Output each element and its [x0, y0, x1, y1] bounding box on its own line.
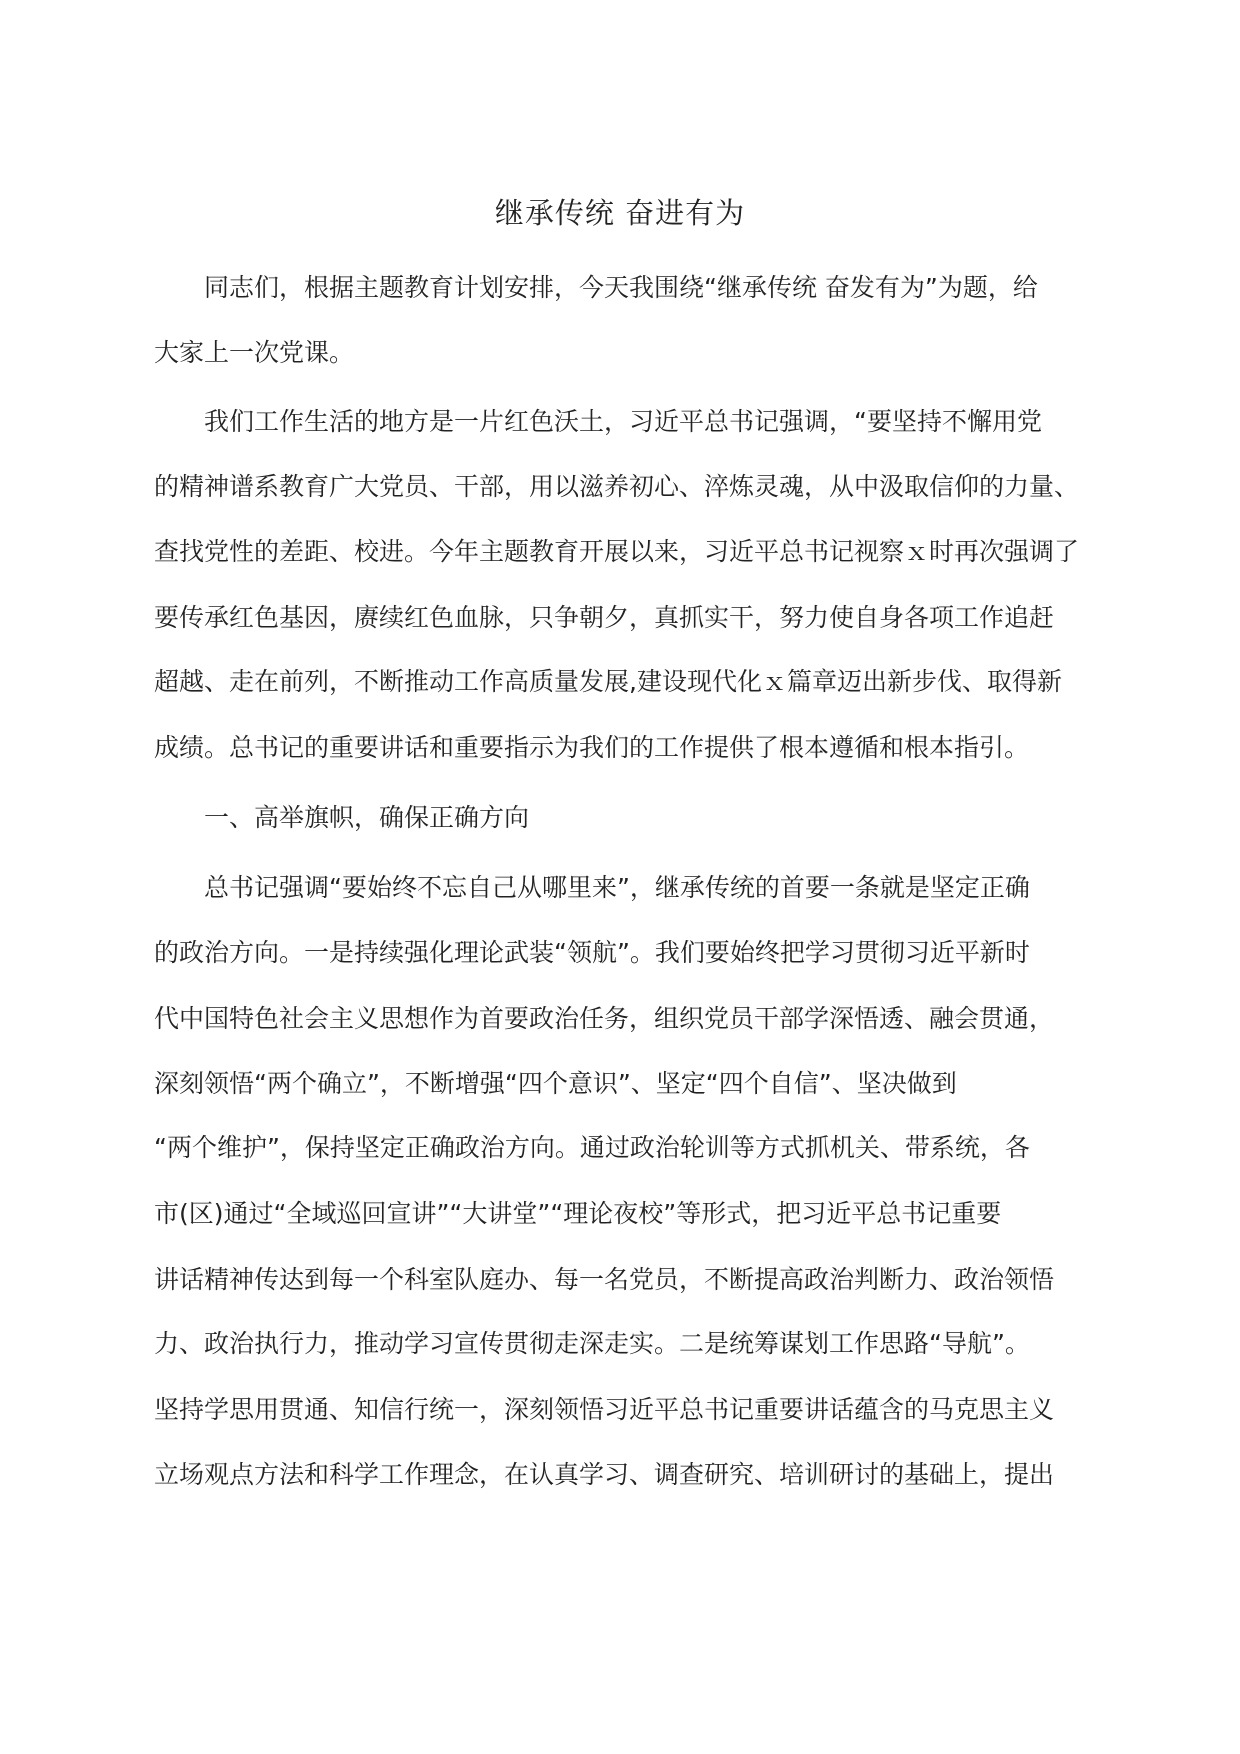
paragraph-line: 讲话精神传达到每一个科室队庭办、每一名党员，不断提高政治判断力、政治领悟 [154, 1265, 1055, 1294]
paragraph-line: 大家上一次党课。 [154, 338, 355, 367]
section-heading: 一、高举旗帜，确保正确方向 [204, 803, 530, 832]
paragraph-line: 要传承红色基因，赓续红色血脉，只争朝夕，真抓实干，努力使自身各项工作追赶 [154, 603, 1055, 632]
paragraph-line: 立场观点方法和科学工作理念，在认真学习、调查研究、培训研讨的基础上，提出 [154, 1460, 1055, 1489]
paragraph-line: 成绩。总书记的重要讲话和重要指示为我们的工作提供了根本遵循和根本指引。 [154, 733, 1030, 762]
paragraph-line: 代中国特色社会主义思想作为首要政治任务，组织党员干部学深悟透、融会贯通， [154, 1004, 1055, 1033]
paragraph-line: 超越、走在前列，不断推动工作高质量发展,建设现代化ｘ篇章迈出新步伐、取得新 [154, 667, 1062, 696]
paragraph-line: 市(区)通过“全域巡回宣讲”“大讲堂”“理论夜校”等形式，把习近平总书记重要 [154, 1199, 1002, 1228]
paragraph-line: 坚持学思用贯通、知信行统一，深刻领悟习近平总书记重要讲话蕴含的马克思主义 [154, 1395, 1055, 1424]
paragraph-line: 查找党性的差距、校进。今年主题教育开展以来，习近平总书记视察ｘ时再次强调了 [154, 537, 1080, 566]
paragraph-line: 我们工作生活的地方是一片红色沃土，习近平总书记强调，“要坚持不懈用党 [204, 407, 1042, 436]
paragraph-line: “两个维护”，保持坚定正确政治方向。通过政治轮训等方式抓机关、带系统，各 [154, 1133, 1030, 1162]
paragraph-line: 总书记强调“要始终不忘自己从哪里来”，继承传统的首要一条就是坚定正确 [204, 873, 1030, 902]
document-title: 继承传统 奋进有为 [494, 196, 746, 230]
paragraph-line: 同志们，根据主题教育计划安排，今天我围绕“继承传统 奋发有为”为题，给 [204, 273, 1038, 302]
paragraph-line: 的精神谱系教育广大党员、干部，用以滋养初心、淬炼灵魂，从中汲取信仰的力量、 [154, 472, 1080, 501]
paragraph-line: 的政治方向。一是持续强化理论武装“领航”。我们要始终把学习贯彻习近平新时 [154, 938, 1030, 967]
paragraph-line: 力、政治执行力，推动学习宣传贯彻走深走实。二是统筹谋划工作思路“导航”。 [154, 1329, 1030, 1358]
paragraph-line: 深刻领悟“两个确立”，不断增强“四个意识”、坚定“四个自信”、坚决做到 [154, 1069, 957, 1098]
